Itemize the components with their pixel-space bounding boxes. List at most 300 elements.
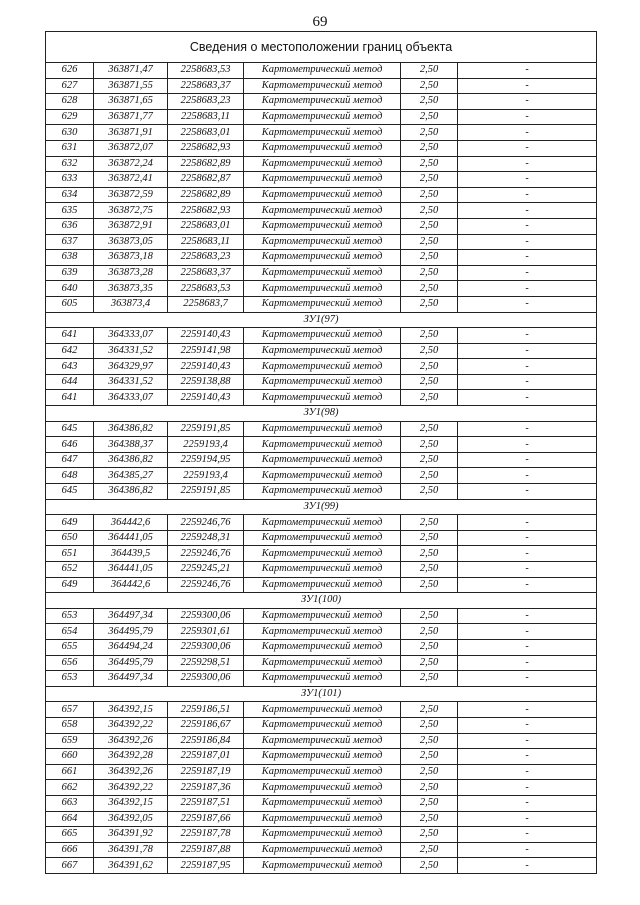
description-cell: - [458,390,597,406]
section-title: ЗУ1(99) [46,499,597,515]
method-cell: Картометрический метод [244,671,401,687]
method-cell: Картометрический метод [244,608,401,624]
description-cell: - [458,250,597,266]
page-number: 69 [312,14,328,30]
x-coordinate-cell: 364386,82 [94,421,168,437]
x-coordinate-cell: 363873,05 [94,234,168,250]
description-cell: - [458,608,597,624]
accuracy-cell: 2,50 [401,172,458,188]
y-coordinate-cell: 2259187,36 [168,780,244,796]
point-number-cell: 647 [46,452,94,468]
table-row [46,530,597,546]
accuracy-cell: 2,50 [401,390,458,406]
accuracy-cell: 2,50 [401,671,458,687]
point-number-cell: 666 [46,842,94,858]
accuracy-cell: 2,50 [401,437,458,453]
table-row [46,63,597,79]
y-coordinate-cell: 2258683,01 [168,218,244,234]
y-coordinate-cell: 2258683,11 [168,234,244,250]
method-cell: Картометрический метод [244,468,401,484]
accuracy-cell: 2,50 [401,546,458,562]
point-number-cell: 642 [46,343,94,359]
y-coordinate-cell: 2259141,98 [168,343,244,359]
y-coordinate-cell: 2259140,43 [168,390,244,406]
x-coordinate-cell: 363871,65 [94,94,168,110]
x-coordinate-cell: 364385,27 [94,468,168,484]
method-cell: Картометрический метод [244,827,401,843]
accuracy-cell: 2,50 [401,811,458,827]
point-number-cell: 664 [46,811,94,827]
table-row [46,842,597,858]
description-cell: - [458,140,597,156]
boundary-table-body [46,32,597,874]
y-coordinate-cell: 2258683,23 [168,250,244,266]
method-cell: Картометрический метод [244,530,401,546]
table-row [46,328,597,344]
y-coordinate-cell: 2258683,53 [168,281,244,297]
method-cell: Картометрический метод [244,63,401,79]
section-header-row [46,312,597,328]
accuracy-cell: 2,50 [401,234,458,250]
point-number-cell: 632 [46,156,94,172]
description-cell: - [458,125,597,141]
method-cell: Картометрический метод [244,655,401,671]
table-row [46,234,597,250]
table-row [46,655,597,671]
y-coordinate-cell: 2258683,7 [168,296,244,312]
table-row [46,250,597,266]
description-cell: - [458,515,597,531]
description-cell: - [458,780,597,796]
method-cell: Картометрический метод [244,484,401,500]
accuracy-cell: 2,50 [401,717,458,733]
description-cell: - [458,530,597,546]
table-row [46,562,597,578]
table-row [46,437,597,453]
point-number-cell: 627 [46,78,94,94]
table-row [46,125,597,141]
accuracy-cell: 2,50 [401,343,458,359]
table-row [46,94,597,110]
point-number-cell: 635 [46,203,94,219]
accuracy-cell: 2,50 [401,468,458,484]
point-number-cell: 652 [46,562,94,578]
accuracy-cell: 2,50 [401,156,458,172]
y-coordinate-cell: 2258683,53 [168,63,244,79]
point-number-cell: 648 [46,468,94,484]
method-cell: Картометрический метод [244,109,401,125]
point-number-cell: 645 [46,484,94,500]
point-number-cell: 653 [46,608,94,624]
point-number-cell: 645 [46,421,94,437]
x-coordinate-cell: 364495,79 [94,624,168,640]
table-row [46,764,597,780]
y-coordinate-cell: 2258682,93 [168,203,244,219]
x-coordinate-cell: 364333,07 [94,328,168,344]
point-number-cell: 667 [46,858,94,874]
x-coordinate-cell: 364391,78 [94,842,168,858]
point-number-cell: 653 [46,671,94,687]
point-number-cell: 656 [46,655,94,671]
point-number-cell: 655 [46,639,94,655]
method-cell: Картометрический метод [244,374,401,390]
accuracy-cell: 2,50 [401,624,458,640]
accuracy-cell: 2,50 [401,421,458,437]
accuracy-cell: 2,50 [401,78,458,94]
x-coordinate-cell: 364392,22 [94,780,168,796]
point-number-cell: 661 [46,764,94,780]
point-number-cell: 659 [46,733,94,749]
accuracy-cell: 2,50 [401,702,458,718]
method-cell: Картометрический метод [244,172,401,188]
accuracy-cell: 2,50 [401,780,458,796]
x-coordinate-cell: 364391,62 [94,858,168,874]
x-coordinate-cell: 364388,37 [94,437,168,453]
point-number-cell: 628 [46,94,94,110]
accuracy-cell: 2,50 [401,733,458,749]
y-coordinate-cell: 2259186,51 [168,702,244,718]
y-coordinate-cell: 2259187,66 [168,811,244,827]
description-cell: - [458,671,597,687]
x-coordinate-cell: 363871,55 [94,78,168,94]
accuracy-cell: 2,50 [401,452,458,468]
accuracy-cell: 2,50 [401,94,458,110]
point-number-cell: 634 [46,187,94,203]
x-coordinate-cell: 364331,52 [94,343,168,359]
description-cell: - [458,764,597,780]
y-coordinate-cell: 2259187,88 [168,842,244,858]
point-number-cell: 626 [46,63,94,79]
description-cell: - [458,281,597,297]
x-coordinate-cell: 364442,6 [94,577,168,593]
description-cell: - [458,94,597,110]
table-row [46,203,597,219]
accuracy-cell: 2,50 [401,140,458,156]
table-row [46,608,597,624]
method-cell: Картометрический метод [244,795,401,811]
description-cell: - [458,421,597,437]
section-title: ЗУ1(98) [46,406,597,422]
description-cell: - [458,577,597,593]
description-cell: - [458,546,597,562]
table-row [46,795,597,811]
x-coordinate-cell: 364439,5 [94,546,168,562]
description-cell: - [458,733,597,749]
table-row [46,515,597,531]
section-header-row [46,593,597,609]
table-row [46,702,597,718]
description-cell: - [458,452,597,468]
table-row [46,717,597,733]
x-coordinate-cell: 363871,77 [94,109,168,125]
x-coordinate-cell: 364392,26 [94,733,168,749]
point-number-cell: 665 [46,827,94,843]
method-cell: Картометрический метод [244,437,401,453]
description-cell: - [458,187,597,203]
point-number-cell: 637 [46,234,94,250]
method-cell: Картометрический метод [244,281,401,297]
table-row [46,265,597,281]
description-cell: - [458,468,597,484]
method-cell: Картометрический метод [244,390,401,406]
point-number-cell: 662 [46,780,94,796]
x-coordinate-cell: 364329,97 [94,359,168,375]
description-cell: - [458,624,597,640]
description-cell: - [458,811,597,827]
y-coordinate-cell: 2258682,87 [168,172,244,188]
table-row [46,281,597,297]
description-cell: - [458,343,597,359]
accuracy-cell: 2,50 [401,265,458,281]
point-number-cell: 631 [46,140,94,156]
boundary-table [45,31,597,874]
table-row [46,749,597,765]
x-coordinate-cell: 363872,24 [94,156,168,172]
x-coordinate-cell: 363872,07 [94,140,168,156]
method-cell: Картометрический метод [244,577,401,593]
x-coordinate-cell: 364386,82 [94,484,168,500]
method-cell: Картометрический метод [244,733,401,749]
x-coordinate-cell: 363872,59 [94,187,168,203]
y-coordinate-cell: 2258683,11 [168,109,244,125]
point-number-cell: 644 [46,374,94,390]
description-cell: - [458,639,597,655]
y-coordinate-cell: 2259191,85 [168,484,244,500]
point-number-cell: 658 [46,717,94,733]
x-coordinate-cell: 364392,28 [94,749,168,765]
section-title: ЗУ1(97) [46,312,597,328]
table-row [46,343,597,359]
table-row [46,546,597,562]
x-coordinate-cell: 363872,41 [94,172,168,188]
accuracy-cell: 2,50 [401,858,458,874]
description-cell: - [458,78,597,94]
description-cell: - [458,265,597,281]
method-cell: Картометрический метод [244,421,401,437]
table-row [46,827,597,843]
table-row [46,733,597,749]
method-cell: Картометрический метод [244,328,401,344]
method-cell: Картометрический метод [244,452,401,468]
table-title: Сведения о местоположении границ объекта [46,32,597,63]
y-coordinate-cell: 2259187,78 [168,827,244,843]
x-coordinate-cell: 363871,91 [94,125,168,141]
x-coordinate-cell: 363872,75 [94,203,168,219]
description-cell: - [458,203,597,219]
method-cell: Картометрический метод [244,639,401,655]
y-coordinate-cell: 2258683,37 [168,78,244,94]
description-cell: - [458,655,597,671]
x-coordinate-cell: 363871,47 [94,63,168,79]
point-number-cell: 640 [46,281,94,297]
y-coordinate-cell: 2259186,67 [168,717,244,733]
table-row [46,577,597,593]
method-cell: Картометрический метод [244,764,401,780]
method-cell: Картометрический метод [244,717,401,733]
point-number-cell: 633 [46,172,94,188]
description-cell: - [458,234,597,250]
method-cell: Картометрический метод [244,562,401,578]
description-cell: - [458,842,597,858]
y-coordinate-cell: 2259300,06 [168,639,244,655]
method-cell: Картометрический метод [244,125,401,141]
description-cell: - [458,749,597,765]
section-title: ЗУ1(101) [46,686,597,702]
y-coordinate-cell: 2258683,23 [168,94,244,110]
point-number-cell: 638 [46,250,94,266]
y-coordinate-cell: 2259194,95 [168,452,244,468]
point-number-cell: 649 [46,577,94,593]
method-cell: Картометрический метод [244,250,401,266]
accuracy-cell: 2,50 [401,63,458,79]
accuracy-cell: 2,50 [401,749,458,765]
x-coordinate-cell: 363873,18 [94,250,168,266]
table-row [46,374,597,390]
y-coordinate-cell: 2259187,95 [168,858,244,874]
x-coordinate-cell: 364441,05 [94,562,168,578]
x-coordinate-cell: 364494,24 [94,639,168,655]
x-coordinate-cell: 364392,15 [94,702,168,718]
point-number-cell: 663 [46,795,94,811]
table-row [46,187,597,203]
description-cell: - [458,218,597,234]
y-coordinate-cell: 2259187,19 [168,764,244,780]
y-coordinate-cell: 2259140,43 [168,359,244,375]
method-cell: Картометрический метод [244,811,401,827]
y-coordinate-cell: 2258682,89 [168,156,244,172]
y-coordinate-cell: 2259300,06 [168,608,244,624]
point-number-cell: 641 [46,328,94,344]
boundary-table-sheet [45,31,596,874]
table-row [46,671,597,687]
method-cell: Картометрический метод [244,234,401,250]
method-cell: Картометрический метод [244,218,401,234]
accuracy-cell: 2,50 [401,530,458,546]
table-row [46,390,597,406]
method-cell: Картометрический метод [244,546,401,562]
method-cell: Картометрический метод [244,203,401,219]
x-coordinate-cell: 364497,34 [94,608,168,624]
y-coordinate-cell: 2259248,31 [168,530,244,546]
method-cell: Картометрический метод [244,359,401,375]
accuracy-cell: 2,50 [401,577,458,593]
accuracy-cell: 2,50 [401,187,458,203]
x-coordinate-cell: 364392,05 [94,811,168,827]
point-number-cell: 660 [46,749,94,765]
point-number-cell: 649 [46,515,94,531]
y-coordinate-cell: 2259246,76 [168,515,244,531]
point-number-cell: 636 [46,218,94,234]
x-coordinate-cell: 364386,82 [94,452,168,468]
description-cell: - [458,109,597,125]
y-coordinate-cell: 2259193,4 [168,437,244,453]
point-number-cell: 650 [46,530,94,546]
description-cell: - [458,156,597,172]
description-cell: - [458,374,597,390]
description-cell: - [458,562,597,578]
accuracy-cell: 2,50 [401,281,458,297]
y-coordinate-cell: 2259193,4 [168,468,244,484]
x-coordinate-cell: 364392,22 [94,717,168,733]
table-row [46,858,597,874]
point-number-cell: 630 [46,125,94,141]
x-coordinate-cell: 364392,15 [94,795,168,811]
y-coordinate-cell: 2259191,85 [168,421,244,437]
method-cell: Картометрический метод [244,296,401,312]
y-coordinate-cell: 2259138,88 [168,374,244,390]
y-coordinate-cell: 2259187,01 [168,749,244,765]
x-coordinate-cell: 364333,07 [94,390,168,406]
table-row [46,484,597,500]
method-cell: Картометрический метод [244,187,401,203]
y-coordinate-cell: 2259246,76 [168,577,244,593]
section-title: ЗУ1(100) [46,593,597,609]
method-cell: Картометрический метод [244,842,401,858]
y-coordinate-cell: 2259187,51 [168,795,244,811]
x-coordinate-cell: 364497,34 [94,671,168,687]
section-header-row [46,686,597,702]
accuracy-cell: 2,50 [401,655,458,671]
description-cell: - [458,717,597,733]
accuracy-cell: 2,50 [401,484,458,500]
method-cell: Картометрический метод [244,265,401,281]
table-row [46,468,597,484]
method-cell: Картометрический метод [244,78,401,94]
point-number-cell: 641 [46,390,94,406]
method-cell: Картометрический метод [244,702,401,718]
accuracy-cell: 2,50 [401,795,458,811]
table-row [46,296,597,312]
x-coordinate-cell: 364392,26 [94,764,168,780]
table-row [46,78,597,94]
accuracy-cell: 2,50 [401,296,458,312]
accuracy-cell: 2,50 [401,515,458,531]
accuracy-cell: 2,50 [401,764,458,780]
accuracy-cell: 2,50 [401,359,458,375]
x-coordinate-cell: 364495,79 [94,655,168,671]
point-number-cell: 629 [46,109,94,125]
point-number-cell: 651 [46,546,94,562]
point-number-cell: 605 [46,296,94,312]
x-coordinate-cell: 364391,92 [94,827,168,843]
table-row [46,218,597,234]
x-coordinate-cell: 364442,6 [94,515,168,531]
method-cell: Картометрический метод [244,780,401,796]
y-coordinate-cell: 2259301,61 [168,624,244,640]
point-number-cell: 643 [46,359,94,375]
x-coordinate-cell: 364441,05 [94,530,168,546]
method-cell: Картометрический метод [244,343,401,359]
method-cell: Картометрический метод [244,858,401,874]
accuracy-cell: 2,50 [401,639,458,655]
description-cell: - [458,63,597,79]
y-coordinate-cell: 2258683,01 [168,125,244,141]
accuracy-cell: 2,50 [401,250,458,266]
accuracy-cell: 2,50 [401,562,458,578]
point-number-cell: 654 [46,624,94,640]
accuracy-cell: 2,50 [401,109,458,125]
method-cell: Картометрический метод [244,94,401,110]
table-row [46,780,597,796]
description-cell: - [458,858,597,874]
description-cell: - [458,702,597,718]
y-coordinate-cell: 2259298,51 [168,655,244,671]
point-number-cell: 657 [46,702,94,718]
method-cell: Картометрический метод [244,515,401,531]
description-cell: - [458,172,597,188]
table-row [46,421,597,437]
accuracy-cell: 2,50 [401,203,458,219]
